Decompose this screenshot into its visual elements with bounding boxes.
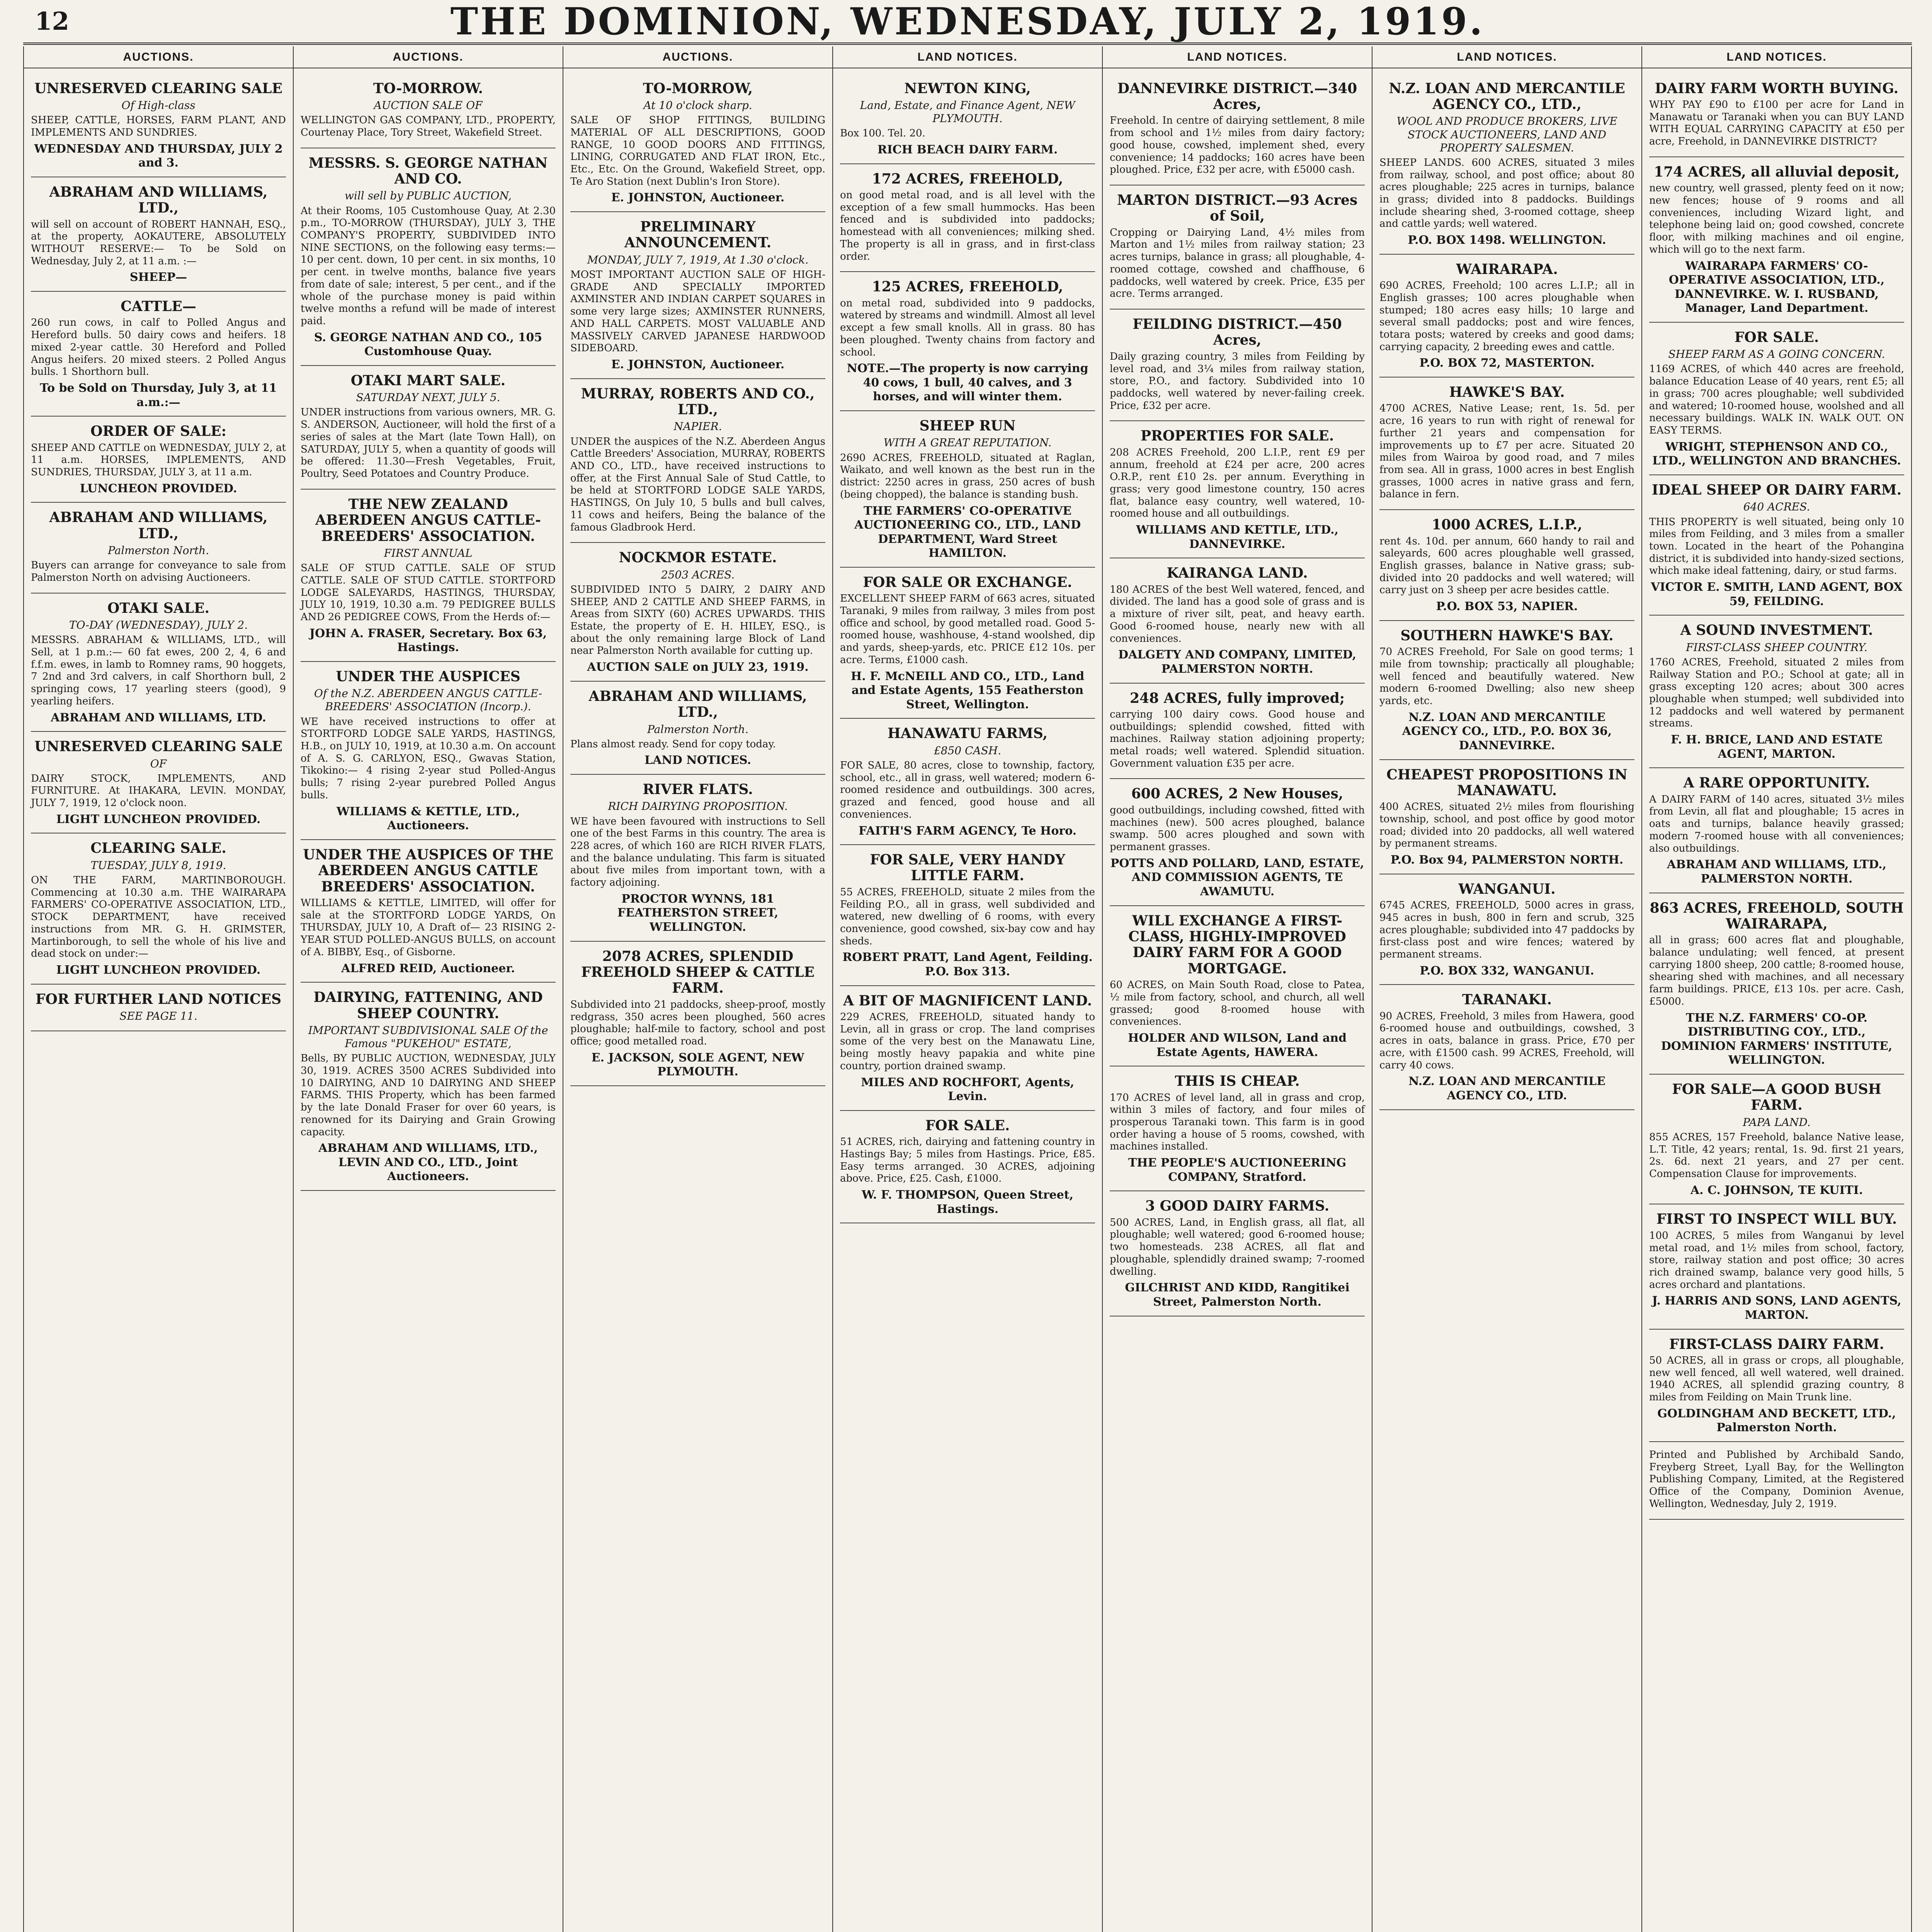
advertisement bbox=[1649, 475, 1904, 616]
column-4 bbox=[833, 46, 1103, 1932]
ad-title: IDEAL SHEEP OR DAIRY FARM. bbox=[1651, 481, 1902, 498]
ad-footer: To be Sold on Thursday, July 3, at 11 a.m.:— bbox=[40, 381, 277, 409]
ad-body: Freehold. In centre of dairying settlement, 8 mile from school and 1½ miles from dairy factory; good house, cowshed, implement shed, every convenience; 14 paddocks; 160 acres have been ploughed. Price, £32 per acre, with £5000 cash. bbox=[1110, 115, 1365, 176]
advertisement bbox=[570, 74, 825, 212]
ad-body: new country, well grassed, plenty feed on it now; new fences; house of 9 rooms and all conveniences, including Wizard light, and telephone being laid on; good cowshed, concrete floor, with milking machines and oil engine, which will go to the next farm. bbox=[1649, 182, 1904, 255]
advertisement bbox=[31, 417, 286, 503]
advertisement bbox=[1379, 760, 1634, 874]
advertisement bbox=[1649, 893, 1904, 1075]
ad-footer: WILLIAMS & KETTLE, LTD., Auctioneers. bbox=[336, 804, 520, 833]
ad-footer: GILCHRIST AND KIDD, Rangitikei Street, Palmerston North. bbox=[1125, 1281, 1350, 1309]
advertisement bbox=[570, 682, 825, 775]
advertisement bbox=[570, 775, 825, 942]
ad-title: TARANAKI. bbox=[1462, 992, 1552, 1008]
advertisement bbox=[1379, 985, 1634, 1110]
advertisement bbox=[840, 272, 1095, 411]
column-3 bbox=[563, 46, 833, 1932]
column-5 bbox=[1103, 46, 1372, 1932]
ad-title: WAIRARAPA. bbox=[1456, 261, 1558, 277]
ad-body: rent 4s. 10d. per annum, 660 handy to rail and saleyards, 600 acres ploughable well grassed, English grasses, balance in Native grass; sub-divided into 20 paddocks and well watered; will carry just on 3 sheep per acre besides cattle. bbox=[1379, 535, 1634, 596]
ad-body: MESSRS. ABRAHAM & WILLIAMS, LTD., will Sell, at 1 p.m.:— 60 fat ewes, 200 2, 4, 6 and f.f.m. ewes, in lamb to Romney rams, 90 hoggets, 7 2nd and 3rd calvers, in calf Shorthorn bull, 2 springing cows, 17 yearling steers (good), 9 yearling heifers. bbox=[31, 634, 286, 707]
advertisement bbox=[570, 212, 825, 379]
advertisement bbox=[31, 833, 286, 984]
ad-body: all in grass; 600 acres flat and ploughable, balance undulating; well fenced, at present carrying 1800 sheep, 200 cattle; 8-roomed house, shearing shed with machines, and all necessary farm buildings. PRICE, £13 10s. per acre. Cash, £5000. bbox=[1649, 934, 1904, 1007]
ad-body: SHEEP AND CATTLE on WEDNESDAY, JULY 2, at 11 a.m. HORSES, IMPLEMENTS, AND SUNDRIES, THURSDAY, JULY 3, at 11 a.m. bbox=[31, 442, 286, 478]
column-heading: AUCTIONS. bbox=[294, 46, 563, 68]
ad-footer: LAND NOTICES. bbox=[645, 753, 751, 767]
ad-footer: GOLDINGHAM AND BECKETT, LTD., Palmerston North. bbox=[1657, 1406, 1896, 1435]
ad-title: ABRAHAM AND WILLIAMS, LTD., bbox=[49, 184, 268, 216]
advertisement bbox=[1379, 874, 1634, 985]
ad-body: Cropping or Dairying Land, 4½ miles from Marton and 1½ miles from railway station; 23 acres turnips, balance in grass; all ploughable, 4-roomed cottage, cowshed and chaffhouse, 6 paddocks, well watered by creek. Price, £35 per acre. Terms arranged. bbox=[1110, 226, 1365, 300]
ad-title: DAIRYING, FATTENING, AND SHEEP COUNTRY. bbox=[313, 989, 543, 1022]
ad-footer: N.Z. LOAN AND MERCANTILE AGENCY CO., LTD. bbox=[1408, 1075, 1605, 1102]
advertisement bbox=[840, 74, 1095, 164]
ad-body: At their Rooms, 105 Customhouse Quay, At 2.30 p.m., TO-MORROW (THURSDAY), JULY 3, THE COMPANY'S PROPERTY, SUBDIVIDED INTO NINE SECTIONS, on the following easy terms:— 10 per cent. down, 10 per cent. in six months, 10 per cent. in twelve months, balance five years from date of sale; interest, 5 per cent., and if the whole of the purchase money is paid within twelve months a refund will be made of interest paid. bbox=[301, 205, 556, 327]
ad-title: OTAKI SALE. bbox=[107, 600, 209, 616]
ad-body: WILLIAMS & KETTLE, LIMITED, will offer for sale at the STORTFORD LODGE YARDS, On THURSDAY, JULY 10, A Draft of— 23 RISING 2-YEAR STUD POLLED-ANGUS BULLS, on account of A. BIBBY, Esq., of Gisborne. bbox=[301, 897, 556, 958]
ad-body: 170 ACRES of level land, all in grass and crop, within 3 miles of factory, and four miles of prosperous Taranaki town. This farm is in good order having a house of 5 rooms, cowshed, with machines installed. bbox=[1110, 1092, 1365, 1153]
ad-body: Buyers can arrange for conveyance to sale from Palmerston North on advising Auctioneers. bbox=[31, 560, 286, 583]
column-2 bbox=[294, 46, 563, 1932]
ad-title: UNDER THE AUSPICES bbox=[336, 668, 520, 685]
ad-footer: P.O. BOX 1498. WELLINGTON. bbox=[1408, 233, 1606, 247]
ad-title: NEWTON KING, bbox=[904, 80, 1031, 97]
ad-title: HANAWATU FARMS, bbox=[887, 725, 1048, 742]
advertisement bbox=[1649, 1075, 1904, 1204]
ad-subtitle: TO-DAY (WEDNESDAY), JULY 2. bbox=[69, 619, 248, 632]
ad-title: TO-MORROW, bbox=[643, 80, 753, 97]
ad-title: MURRAY, ROBERTS AND CO., LTD., bbox=[581, 385, 815, 418]
advertisement bbox=[301, 74, 556, 148]
ad-footer: MILES AND ROCHFORT, Agents, Levin. bbox=[861, 1075, 1074, 1104]
ad-title: KAIRANGA LAND. bbox=[1167, 565, 1308, 582]
ad-body: 180 ACRES of the best Well watered, fenced, and divided. The land has a good sole of grass and is a mixture of river silt, peat, and heavy earth. Good 6-roomed house, nearly new with all conveniences. bbox=[1110, 583, 1365, 645]
ad-body: 400 ACRES, situated 2½ miles from flourishing township, school, and post office by good motor road; divided into 20 paddocks, all well watered by permanent streams. bbox=[1379, 801, 1634, 850]
ad-body: ON THE FARM, MARTINBOROUGH. Commencing at 10.30 a.m. THE WAIRARAPA FARMERS' CO-OPERATIVE ASSOCIATION, LTD., STOCK DEPARTMENT, have received instructions from MR. G. H. GRIMSTER, Martinborough, to sell the whole of his live and dead stock on under:— bbox=[31, 874, 286, 960]
ad-footer: POTTS AND POLLARD, LAND, ESTATE, AND COMMISSION AGENTS, TE AWAMUTU. bbox=[1110, 856, 1364, 898]
advertisement bbox=[31, 177, 286, 292]
ad-title: 125 ACRES, FREEHOLD, bbox=[872, 279, 1063, 295]
column-6 bbox=[1372, 46, 1642, 1932]
advertisement bbox=[840, 986, 1095, 1111]
ad-title: N.Z. LOAN AND MERCANTILE AGENCY CO., LTD., bbox=[1389, 80, 1625, 112]
ad-footer: H. F. McNEILL AND CO., LTD., Land and Estate Agents, 155 Featherston Street, Wellington. bbox=[850, 669, 1085, 711]
ad-title: 172 ACRES, FREEHOLD, bbox=[872, 170, 1063, 187]
advertisement bbox=[1110, 558, 1365, 683]
column-heading: LAND NOTICES. bbox=[1642, 46, 1911, 68]
ad-subtitle: MONDAY, JULY 7, 1919, At 1.30 o'clock. bbox=[587, 253, 809, 266]
ad-title: 174 ACRES, all alluvial deposit, bbox=[1654, 163, 1900, 180]
advertisement bbox=[570, 942, 825, 1086]
ad-subtitle: will sell by PUBLIC AUCTION, bbox=[344, 189, 512, 202]
column-heading: LAND NOTICES. bbox=[1372, 46, 1641, 68]
advertisement bbox=[31, 594, 286, 732]
ad-footer: LUNCHEON PROVIDED. bbox=[80, 481, 237, 495]
ad-title: ABRAHAM AND WILLIAMS, LTD., bbox=[49, 509, 268, 542]
ad-body: 100 ACRES, 5 miles from Wanganui by level metal road, and 1½ miles from school, factory, store, railway station and post office; 30 acres rich drained swamp, balance very good hills, 5 acres orchard and plantations. bbox=[1649, 1230, 1904, 1291]
advertisement bbox=[1379, 255, 1634, 378]
ad-footer: P.O. Box 94, PALMERSTON NORTH. bbox=[1390, 853, 1624, 867]
ad-footer: RICH BEACH DAIRY FARM. bbox=[877, 143, 1058, 157]
ad-body: 51 ACRES, rich, dairying and fattening country in Hastings Bay; 5 miles from Hastings. Price, £85. Easy terms arranged. 30 ACRES, adjoining above. Price, £25. Cash, £1000. bbox=[840, 1136, 1095, 1185]
ad-footer: ABRAHAM AND WILLIAMS, LTD. bbox=[51, 711, 266, 724]
ad-footer: F. H. BRICE, LAND AND ESTATE AGENT, MARTON. bbox=[1671, 733, 1883, 761]
ad-body: 1169 ACRES, of which 440 acres are freehold, balance Education Lease of 40 years, rent £5; all in grass; 700 acres ploughable; well subdivided and watered; 10-roomed house, woolshed and all necessary buildings. WALK IN. WALK OUT. ON EASY TERMS. bbox=[1649, 363, 1904, 437]
ad-subtitle: SATURDAY NEXT, JULY 5. bbox=[356, 391, 500, 404]
ad-title: THIS IS CHEAP. bbox=[1175, 1073, 1300, 1090]
advertisement bbox=[1649, 74, 1904, 157]
advertisement bbox=[301, 662, 556, 840]
ad-title: SHEEP RUN bbox=[919, 418, 1016, 434]
ad-subtitle: FIRST-CLASS SHEEP COUNTRY. bbox=[1686, 641, 1867, 654]
ad-footer: WILLIAMS AND KETTLE, LTD., DANNEVIRKE. bbox=[1136, 523, 1338, 551]
ad-subtitle: TUESDAY, JULY 8, 1919. bbox=[90, 859, 226, 872]
column-heading: LAND NOTICES. bbox=[833, 46, 1102, 68]
ad-footer: S. GEORGE NATHAN AND CO., 105 Customhouse Quay. bbox=[314, 330, 543, 359]
column-heading: AUCTIONS. bbox=[24, 46, 293, 68]
ad-title: CHEAPEST PROPOSITIONS IN MANAWATU. bbox=[1386, 766, 1628, 799]
advertisement bbox=[570, 543, 825, 681]
ad-footer: E. JOHNSTON, Auctioneer. bbox=[611, 191, 785, 205]
advertisement bbox=[31, 503, 286, 593]
ad-body: WELLINGTON GAS COMPANY, LTD., PROPERTY, Courtenay Place, Tory Street, Wakefield Street. bbox=[301, 114, 556, 138]
ad-title: FOR SALE. bbox=[925, 1117, 1010, 1134]
column-heading: AUCTIONS. bbox=[563, 46, 832, 68]
ad-subtitle: AUCTION SALE OF bbox=[374, 99, 483, 112]
newspaper-title: THE DOMINION, WEDNESDAY, JULY 2, 1919. bbox=[450, 0, 1485, 43]
ad-body: 2690 ACRES, FREEHOLD, situated at Raglan, Waikato, and well known as the best run in the district: 2250 acres in grass, 250 acres of bush (being chopped), the balance is standing bush. bbox=[840, 452, 1095, 500]
ad-body: 90 ACRES, Freehold, 3 miles from Hawera, good 6-roomed house and outbuildings, cowshed, 3 acres in oats, balance in grass. Price, £70 per acre, with £1500 cash. 99 ACRES, Freehold, will carry 40 cows. bbox=[1379, 1010, 1634, 1071]
ad-body: on good metal road, and is all level with the exception of a few small hummocks. Has been fenced and is subdivided into paddocks; homestead with all conveniences; milking shed. The property is all in grass, and in first-class order. bbox=[840, 189, 1095, 262]
advertisement bbox=[1649, 1330, 1904, 1442]
ad-footer: ABRAHAM AND WILLIAMS, LTD., PALMERSTON NORTH. bbox=[1667, 858, 1886, 886]
ad-title: HAWKE'S BAY. bbox=[1449, 384, 1565, 401]
ad-body: 55 ACRES, FREEHOLD, situate 2 miles from the Feilding P.O., all in grass, well subdivided and watered, new dwelling of 6 rooms, with every convenience, good cowshed, six-bay cow and hay sheds. bbox=[840, 886, 1095, 947]
ad-footer: WEDNESDAY AND THURSDAY, JULY 2 and 3. bbox=[34, 142, 283, 170]
advertisement bbox=[1649, 768, 1904, 893]
advertisement bbox=[1110, 779, 1365, 906]
ad-body: Subdivided into 21 paddocks, sheep-proof, mostly redgrass, 350 acres been ploughed, 560 acres ploughable; half-mile to factory, school and post office; good metalled road. bbox=[570, 998, 825, 1047]
ad-subtitle: Land, Estate, and Finance Agent, NEW PLYMOUTH. bbox=[860, 99, 1075, 125]
ad-subtitle: OF bbox=[150, 757, 167, 770]
ad-body: Box 100. Tel. 20. bbox=[840, 128, 925, 139]
advertisement bbox=[1649, 1442, 1904, 1520]
ad-body: 208 ACRES Freehold, 200 L.I.P., rent £9 per annum, freehold at £24 per acre, 200 acres O.R.P., rent £10 2s. per annum. Everything in grass; very good limestone country, 150 acres flat, balance easy country, well watered, 10-roomed house and all outbuildings. bbox=[1110, 446, 1365, 520]
ad-title: 600 ACRES, 2 New Houses, bbox=[1131, 786, 1344, 802]
ad-body: A DAIRY FARM of 140 acres, situated 3½ miles from Levin, all flat and ploughable; 15 acres in oats and turnips, balance heavily grassed; modern 7-roomed house with all conveniences; also outbuildings. bbox=[1649, 793, 1904, 854]
ad-title: FOR SALE. bbox=[1734, 329, 1819, 345]
ad-footer: WRIGHT, STEPHENSON AND CO., LTD., WELLINGTON AND BRANCHES. bbox=[1652, 440, 1901, 468]
ad-title: NOCKMOR ESTATE. bbox=[619, 549, 777, 566]
advertisement bbox=[1110, 1191, 1365, 1316]
ad-footer: AUCTION SALE on JULY 23, 1919. bbox=[587, 660, 809, 674]
ad-footer: THE PEOPLE'S AUCTIONEERING COMPANY, Stratford. bbox=[1128, 1156, 1347, 1184]
page-number: 12 bbox=[35, 7, 70, 36]
ad-subtitle: WITH A GREAT REPUTATION. bbox=[883, 436, 1052, 449]
ad-footer: W. F. THOMPSON, Queen Street, Hastings. bbox=[861, 1188, 1073, 1216]
advertisement bbox=[1649, 157, 1904, 323]
advertisement bbox=[1379, 378, 1634, 510]
advertisement bbox=[840, 568, 1095, 719]
ad-body: 500 ACRES, Land, in English grass, all flat, all ploughable; well watered; good 6-roomed house; two homesteads. 238 ACRES, all flat and ploughable, splendidly drained swamp; 7-roomed dwelling. bbox=[1110, 1216, 1365, 1277]
ad-footer: P.O. BOX 332, WANGANUI. bbox=[1420, 964, 1594, 978]
ad-title: 863 ACRES, FREEHOLD, SOUTH WAIRARAPA, bbox=[1650, 900, 1904, 932]
advertisement bbox=[301, 490, 556, 662]
advertisement bbox=[1379, 74, 1634, 255]
ad-body: WE have been favoured with instructions to Sell one of the best Farms in this country. The area is 228 acres, of which 160 are RICH RIVER FLATS, and the balance undulating. This farm is situated about five miles from important town, with a factory adjoining. bbox=[570, 815, 825, 889]
advertisement bbox=[31, 732, 286, 833]
advertisement bbox=[1110, 421, 1365, 558]
ad-title: THE NEW ZEALAND ABERDEEN ANGUS CATTLE-BREEDERS' ASSOCIATION. bbox=[315, 496, 541, 544]
ad-footer: LIGHT LUNCHEON PROVIDED. bbox=[56, 963, 261, 977]
ad-footer: ROBERT PRATT, Land Agent, Feilding. P.O. Box 313. bbox=[842, 951, 1093, 979]
ad-footer: DALGETY AND COMPANY, LIMITED, PALMERSTON NORTH. bbox=[1118, 648, 1356, 676]
ad-title: WANGANUI. bbox=[1458, 881, 1556, 897]
ad-title: 3 GOOD DAIRY FARMS. bbox=[1145, 1198, 1330, 1214]
advertisement bbox=[570, 379, 825, 543]
advertisement bbox=[1649, 616, 1904, 768]
ad-footer: P.O. BOX 53, NAPIER. bbox=[1436, 600, 1578, 614]
advertisement bbox=[31, 985, 286, 1032]
ad-footer: JOHN A. FRASER, Secretary. Box 63, Hastings. bbox=[309, 626, 547, 655]
ad-body: 1760 ACRES, Freehold, situated 2 miles from Railway Station and P.O.; School at gate; all in grass excepting 120 acres; about 300 acres ploughable when stumped; well subdivided into 12 paddocks and well watered by permanent streams. bbox=[1649, 656, 1904, 730]
ad-subtitle: SEE PAGE 11. bbox=[119, 1010, 197, 1023]
ad-body: on metal road, subdivided into 9 paddocks, watered by streams and windmill. Almost all level except a few small knolls. All in grass. 80 has been ploughed. Twenty chains from factory and school. bbox=[840, 297, 1095, 358]
advertisement bbox=[1649, 1204, 1904, 1329]
ad-title: 1000 ACRES, L.I.P., bbox=[1432, 517, 1582, 533]
ad-body: SUBDIVIDED INTO 5 DAIRY, 2 DAIRY AND SHEEP, AND 2 CATTLE AND SHEEP FARMS, in Areas from SIXTY (60) ACRES UPWARDS. THIS Estate, the property of E. H. HILEY, ESQ., is about the only remaining large Block of Land near Palmerston North available for cutting up. bbox=[570, 583, 825, 657]
advertisement bbox=[301, 148, 556, 366]
ad-subtitle: WOOL AND PRODUCE BROKERS, LIVE STOCK AUCTIONEERS, LAND AND PROPERTY SALESMEN. bbox=[1396, 115, 1617, 154]
ad-title: RIVER FLATS. bbox=[643, 781, 753, 798]
masthead bbox=[23, 0, 1912, 45]
ad-body: EXCELLENT SHEEP FARM of 663 acres, situated Taranaki, 9 miles from railway, 3 miles from post office and school, by good metalled road. Good 5-roomed house, washhouse, 4-stand woolshed, dip and yards, sheep-yards, etc. PRICE £12 10s. per acre. Terms, £1000 cash. bbox=[840, 593, 1095, 666]
classified-columns bbox=[23, 46, 1912, 1932]
ad-title: FIRST-CLASS DAIRY FARM. bbox=[1669, 1336, 1884, 1352]
ad-title: CATTLE— bbox=[121, 298, 196, 315]
advertisement bbox=[1110, 310, 1365, 421]
ad-body: WHY PAY £90 to £100 per acre for Land in Manawatu or Taranaki when you can BUY LAND WITH EQUAL CARRYING CAPACITY at £50 per acre, Freehold, in DANNEVIRKE DISTRICT? bbox=[1649, 99, 1904, 148]
ad-subtitle: SHEEP FARM AS A GOING CONCERN. bbox=[1668, 348, 1885, 361]
ad-subtitle: At 10 o'clock sharp. bbox=[643, 99, 752, 112]
ad-title: FOR FURTHER LAND NOTICES bbox=[35, 991, 282, 1007]
ad-footer: PROCTOR WYNNS, 181 FEATHERSTON STREET, WELLINGTON. bbox=[617, 892, 779, 934]
ad-body: good outbuildings, including cowshed, fitted with machines (new). 500 acres ploughed, balance swamp. 500 acres ploughed and sown with permanent grasses. bbox=[1110, 804, 1365, 853]
advertisement bbox=[1110, 185, 1365, 310]
ad-title: A BIT OF MAGNIFICENT LAND. bbox=[843, 992, 1092, 1009]
ad-footer: P.O. BOX 72, MASTERTON. bbox=[1419, 356, 1595, 370]
ad-subtitle: FIRST ANNUAL bbox=[384, 546, 473, 560]
ad-body: carrying 100 dairy cows. Good house and outbuildings; splendid cowshed, fitted with machines. Railway station adjoining property; metal roads; well watered. Splendid situation. Government valuation £35 per acre. bbox=[1110, 708, 1365, 769]
ad-body: Bells, BY PUBLIC AUCTION, WEDNESDAY, JULY 30, 1919. ACRES 3500 ACRES Subdivided into 10 DAIRYING, AND 10 DAIRYING AND SHEEP FARMS. THIS Property, which has been farmed by the late Donald Fraser for over 60 years, is renowned for its Dairying and Grain Growing capacity. bbox=[301, 1053, 556, 1138]
advertisement bbox=[1649, 323, 1904, 475]
ad-footer: E. JOHNSTON, Auctioneer. bbox=[611, 358, 785, 372]
ad-title: MESSRS. S. GEORGE NATHAN AND CO. bbox=[308, 155, 548, 187]
ad-body: THIS PROPERTY is well situated, being only 10 miles from Feilding, and 3 miles from a smaller town. Located in the heart of the Pohangina district, it is subdivided into handy-sized sections, which make ideal fattening, dairy, or stud farms. bbox=[1649, 516, 1904, 577]
ad-body: Plans almost ready. Send for copy today. bbox=[570, 738, 776, 750]
advertisement bbox=[840, 719, 1095, 845]
advertisement bbox=[31, 74, 286, 177]
ad-footer: SHEEP— bbox=[129, 270, 187, 284]
ad-body: Printed and Published by Archibald Sando, Freyberg Street, Lyall Bay, for the Wellington Publishing Company, Limited, at the Registered Office of the Company, Dominion Avenue, Wellington, Wednesday, July 2, 1919. bbox=[1649, 1449, 1904, 1510]
column-7 bbox=[1642, 46, 1912, 1932]
ad-footer: E. JACKSON, SOLE AGENT, NEW PLYMOUTH. bbox=[591, 1051, 804, 1079]
ad-title: 2078 ACRES, SPLENDID FREEHOLD SHEEP & CATTLE FARM. bbox=[581, 948, 815, 997]
ad-title: TO-MORROW. bbox=[373, 80, 483, 97]
ad-title: A SOUND INVESTMENT. bbox=[1680, 622, 1873, 639]
ad-footer: A. C. JOHNSON, TE KUITI. bbox=[1690, 1183, 1863, 1197]
ad-title: A RARE OPPORTUNITY. bbox=[1683, 775, 1870, 791]
ad-footer: HOLDER AND WILSON, Land and Estate Agents, HAWERA. bbox=[1128, 1031, 1347, 1059]
advertisement bbox=[31, 292, 286, 417]
ad-title: ABRAHAM AND WILLIAMS, LTD., bbox=[588, 688, 807, 721]
ad-body: SHEEP, CATTLE, HORSES, FARM PLANT, AND IMPLEMENTS AND SUNDRIES. bbox=[31, 114, 286, 138]
ad-subtitle: RICH DAIRYING PROPOSITION. bbox=[608, 800, 788, 813]
ad-body: 70 ACRES Freehold, For Sale on good terms; 1 mile from township; practically all ploughable; well fenced and beautifully watered. New modern 6-roomed Dwelling; also new sheep yards, etc. bbox=[1379, 646, 1634, 707]
ad-title: 248 ACRES, fully improved; bbox=[1129, 690, 1345, 706]
ad-title: UNRESERVED CLEARING SALE bbox=[34, 738, 282, 755]
ad-title: OTAKI MART SALE. bbox=[350, 372, 506, 389]
ad-footer: J. HARRIS AND SONS, LAND AGENTS, MARTON. bbox=[1652, 1294, 1901, 1322]
ad-body: 6745 ACRES, FREEHOLD, 5000 acres in grass, 945 acres in bush, 800 in fern and scrub, 325 acres ploughable; subdivided into 47 paddocks by first-class post and wire fences; watered by permanent streams. bbox=[1379, 900, 1634, 961]
ad-footer: ABRAHAM AND WILLIAMS, LTD., LEVIN AND CO., LTD., Joint Auctioneers. bbox=[318, 1141, 538, 1184]
ad-title: FOR SALE—A GOOD BUSH FARM. bbox=[1672, 1081, 1881, 1114]
ad-body: WE have received instructions to offer at STORTFORD LODGE SALE YARDS, HASTINGS, H.B., on JULY 10, 1919, at 10.30 a.m. On account of A. S. G. CARLYON, ESQ., Gwavas Station, Tikokino:— 4 rising 2-year stud Polled-Angus bulls; 7 rising 2-year purebred Polled Angus bulls. bbox=[301, 716, 556, 801]
advertisement bbox=[1110, 684, 1365, 779]
ad-subtitle: 2503 ACRES. bbox=[661, 568, 735, 581]
ad-title: MARTON DISTRICT.—93 Acres of Soil, bbox=[1117, 192, 1358, 224]
ad-subtitle: Of the N.Z. ABERDEEN ANGUS CATTLE-BREEDERS' ASSOCIATION (Incorp.). bbox=[314, 687, 543, 713]
ad-subtitle: £850 CASH. bbox=[934, 744, 1002, 757]
ad-subtitle: NAPIER. bbox=[673, 420, 722, 433]
ad-subtitle: 640 ACRES. bbox=[1743, 500, 1810, 514]
advertisement bbox=[301, 366, 556, 490]
ad-footer: VICTOR E. SMITH, LAND AGENT, BOX 59, FEILDING. bbox=[1651, 580, 1903, 608]
advertisement bbox=[840, 164, 1095, 272]
ad-body: 229 ACRES, FREEHOLD, situated handy to Levin, all in grass or crop. The land comprises some of the very best on the Manawatu Line, being mostly heavy papakia and white pine country, portion drained swamp. bbox=[840, 1011, 1095, 1072]
advertisement bbox=[840, 1111, 1095, 1223]
ad-subtitle: Palmerston North. bbox=[107, 544, 209, 557]
ad-body: MOST IMPORTANT AUCTION SALE OF HIGH-GRADE AND SPECIALLY IMPORTED AXMINSTER AND INDIAN CARPET SQUARES in some very large sizes; AXMINSTER RUNNERS, AND HALL CARPETS. MOST VALUABLE AND MASSIVELY CARVED JAPANESE HARDWOOD SIDEBOARD. bbox=[570, 269, 825, 354]
ad-title: PROPERTIES FOR SALE. bbox=[1140, 428, 1334, 444]
ad-footer: NOTE.—The property is now carrying 40 cows, 1 bull, 40 calves, and 3 horses, and will winter them. bbox=[847, 362, 1088, 404]
ad-title: DANNEVIRKE DISTRICT.—340 Acres, bbox=[1117, 80, 1357, 112]
ad-title: FOR SALE OR EXCHANGE. bbox=[863, 574, 1072, 590]
ad-title: WILL EXCHANGE A FIRST-CLASS, HIGHLY-IMPROVED DAIRY FARM FOR A GOOD MORTGAGE. bbox=[1128, 912, 1346, 977]
ad-body: will sell on account of ROBERT HANNAH, ESQ., at the property, AOKAUTERE, ABSOLUTELY WITHOUT RESERVE:— To be Sold on Wednesday, July 2, at 11 a.m. :— bbox=[31, 218, 286, 267]
ad-body: 50 ACRES, all in grass or crops, all ploughable, new well fenced, all well watered, well drained. 1940 ACRES, all splendid grazing country, 8 miles from Feilding on Main Trunk line. bbox=[1649, 1354, 1904, 1403]
ad-footer: ALFRED REID, Auctioneer. bbox=[341, 961, 515, 975]
ad-body: SALE OF STUD CATTLE. SALE OF STUD CATTLE. SALE OF STUD CATTLE. STORTFORD LODGE SALEYARDS, HASTINGS, THURSDAY, JULY 10, 1919, 10.30 a.m. 79 PEDIGREE BULLS AND 26 PEDIGREE COWS, From the Herds of:— bbox=[301, 562, 556, 623]
ad-body: 60 ACRES, on Main South Road, close to Patea, ½ mile from factory, school, and church, all well grassed; good 8-roomed house with conveniences. bbox=[1110, 979, 1365, 1028]
ad-title: PRELIMINARY ANNOUNCEMENT. bbox=[624, 219, 772, 251]
ad-body: UNDER instructions from various owners, MR. G. S. ANDERSON, Auctioneer, will hold the first of a series of sales at the Mart (late Town Hall), on SATURDAY, JULY 5, when a quantity of goods will be offered: 11.30—Fresh Vegetables, Fruit, Poultry, Seed Potatoes and Country Produce. bbox=[301, 406, 556, 480]
ad-footer: THE N.Z. FARMERS' CO-OP. DISTRIBUTING COY., LTD., DOMINION FARMERS' INSTITUTE, WELLINGTON. bbox=[1661, 1011, 1893, 1067]
ad-title: FEILDING DISTRICT.—450 Acres, bbox=[1133, 316, 1342, 349]
ad-title: DAIRY FARM WORTH BUYING. bbox=[1655, 80, 1899, 97]
ad-body: 260 run cows, in calf to Polled Angus and Hereford bulls. 50 dairy cows and heifers. 18 mixed 2-year cattle. 30 Hereford and Polled Angus heifers. 20 mixed steers. 2 Polled Angus bulls. 1 Shorthorn bull. bbox=[31, 317, 286, 378]
ad-title: UNRESERVED CLEARING SALE bbox=[34, 80, 282, 97]
ad-title: ORDER OF SALE: bbox=[90, 423, 226, 440]
advertisement bbox=[1110, 74, 1365, 185]
ad-title: FIRST TO INSPECT WILL BUY. bbox=[1656, 1211, 1897, 1228]
ad-footer: WAIRARAPA FARMERS' CO-OPERATIVE ASSOCIATION, LTD., DANNEVIRKE. W. I. RUSBAND, Manager, Land Department. bbox=[1668, 259, 1885, 315]
ad-body: 4700 ACRES, Native Lease; rent, 1s. 5d. per acre, 16 years to run with right of renewal for further 21 years and compensation for improvements up to £7 per acre. Situated 20 miles from Wairoa by good road, and 7 miles from sea. All in grass, 1000 acres in best English grasses, 1000 acres in native grass and fern, balance in fern. bbox=[1379, 403, 1634, 500]
advertisement bbox=[1379, 621, 1634, 760]
ad-body: 690 ACRES, Freehold; 100 acres L.I.P.; all in English grasses; 100 acres ploughable when stumped; 180 acres easy hills; 10 large and several small paddocks; post and wire fences, totara posts; watered by creeks and good dams; carrying capacity, 2 breeding ewes and cattle. bbox=[1379, 280, 1634, 353]
ad-body: 855 ACRES, 157 Freehold, balance Native lease, L.T. Title, 42 years; rental, 1s. 9d. first 21 years, 2s. 6d. next 21 years, and 27 per cent. Compensation Clause for improvements. bbox=[1649, 1131, 1904, 1180]
ad-body: SHEEP LANDS. 600 ACRES, situated 3 miles from railway, school, and post office; about 80 acres ploughable; 225 acres in turnips, balance in grass; divided into 8 paddocks. Buildings include shearing shed, 3-roomed cottage, sheep and cattle yards; well watered. bbox=[1379, 156, 1634, 230]
advertisement bbox=[1379, 510, 1634, 621]
ad-footer: LIGHT LUNCHEON PROVIDED. bbox=[56, 812, 261, 826]
ad-subtitle: PAPA LAND. bbox=[1743, 1116, 1811, 1129]
advertisement bbox=[301, 840, 556, 983]
ad-footer: THE FARMERS' CO-OPERATIVE AUCTIONEERING CO., LTD., LAND DEPARTMENT, Ward Street HAMILTON. bbox=[854, 504, 1081, 560]
ad-footer: N.Z. LOAN AND MERCANTILE AGENCY CO., LTD., P.O. BOX 36, DANNEVIRKE. bbox=[1402, 710, 1612, 752]
ad-body: UNDER the auspices of the N.Z. Aberdeen Angus Cattle Breeders' Association, MURRAY, ROBERTS AND CO., LTD., have received instructions to offer, at the First Annual Sale of Stud Cattle, to be held at STORTFORD LODGE SALE YARDS, HASTINGS, On July 10, 5 bulls and bull calves, 11 cows and heifers, Being the balance of the famous Gladbrook Herd. bbox=[570, 435, 825, 533]
advertisement bbox=[1110, 1066, 1365, 1191]
advertisement bbox=[840, 411, 1095, 568]
ad-body: DAIRY STOCK, IMPLEMENTS, AND FURNITURE. At IHAKARA, LEVIN. MONDAY, JULY 7, 1919, 12 o'clock noon. bbox=[31, 772, 286, 809]
column-heading: LAND NOTICES. bbox=[1103, 46, 1372, 68]
ad-title: CLEARING SALE. bbox=[90, 840, 226, 857]
ad-title: SOUTHERN HAWKE'S BAY. bbox=[1400, 627, 1614, 644]
ad-body: Daily grazing country, 3 miles from Feilding by level road, and 3¼ miles from railway station, store, P.O., and factory. Subdivided into 10 paddocks, well watered by never-failing creek. Price, £32 per acre. bbox=[1110, 350, 1365, 412]
ad-subtitle: Palmerston North. bbox=[647, 723, 749, 736]
advertisement bbox=[840, 845, 1095, 986]
advertisement bbox=[301, 983, 556, 1191]
ad-body: SALE OF SHOP FITTINGS, BUILDING MATERIAL OF ALL DESCRIPTIONS, GOOD RANGE, 10 GOOD DOORS AND FITTINGS, LINING, CORRUGATED AND FLAT IRON, Etc., Etc., Etc. On the Ground, Wakefield Street, opp. Te Aro Station (next Dublin's Iron Store). bbox=[570, 114, 825, 187]
ad-footer: FAITH'S FARM AGENCY, Te Horo. bbox=[858, 824, 1077, 838]
ad-subtitle: Of High-class bbox=[121, 99, 196, 112]
ad-title: UNDER THE AUSPICES OF THE ABERDEEN ANGUS CATTLE BREEDERS' ASSOCIATION. bbox=[303, 846, 553, 895]
column-1 bbox=[24, 46, 294, 1932]
ad-title: FOR SALE, VERY HANDY LITTLE FARM. bbox=[870, 852, 1065, 884]
advertisement bbox=[1110, 906, 1365, 1067]
ad-body: FOR SALE, 80 acres, close to township, factory, school, etc., all in grass, well watered; modern 6-roomed residence and outbuildings. 300 acres, grazed and fenced, good house and all conveniences. bbox=[840, 759, 1095, 820]
ad-subtitle: IMPORTANT SUBDIVISIONAL SALE Of the Famous "PUKEHOU" ESTATE, bbox=[308, 1024, 548, 1050]
